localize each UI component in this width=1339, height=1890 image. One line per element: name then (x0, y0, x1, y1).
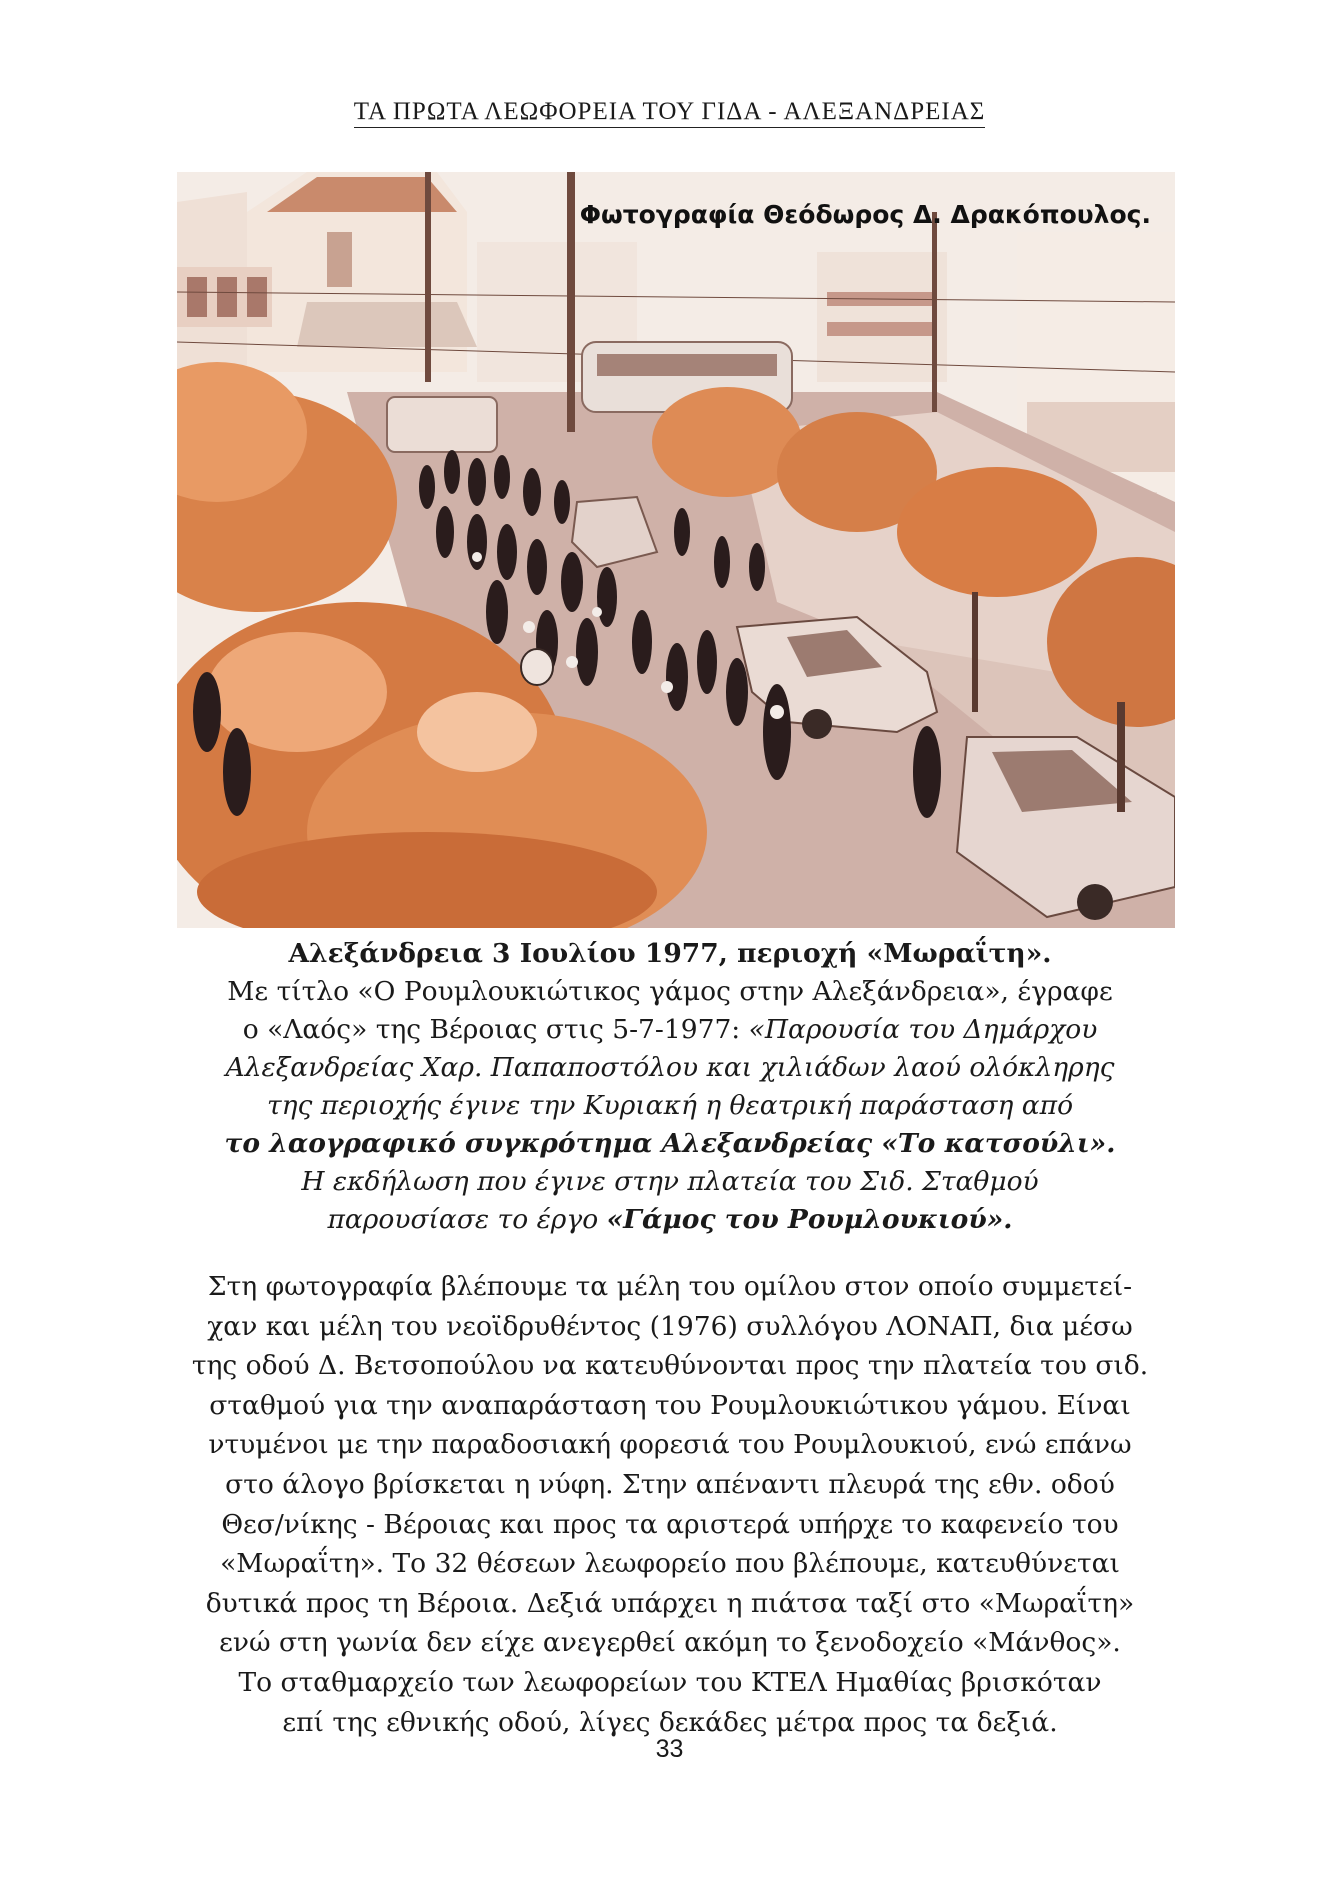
paragraph-line: Στη φωτογραφία βλέπουμε τα μέλη του ομίλου στον οποίο συμμετεί- (207, 1271, 1133, 1302)
photo-credit: Φωτογραφία Θεόδωρος Δ. Δρακόπουλος. (579, 200, 1151, 229)
paragraph-line: ντυμένοι με την παραδοσιακή φορεσιά του Ρουμλουκιού, ενώ επάνω (208, 1429, 1132, 1461)
photo-caption (140, 935, 1200, 1239)
caption-quote-line: Αλεξανδρείας Χαρ. Παπαποστόλου και χιλιάδων λαού ολόκληρης (225, 1052, 1115, 1083)
historic-photograph (177, 172, 1175, 928)
street-parade-scene (177, 172, 1175, 928)
paragraph-line: επί της εθνικής οδού, λίγες δεκάδες μέτρα προς τα δεξιά. (282, 1706, 1058, 1738)
caption-quote-fragment: «Παρουσία του Δημάρχου (748, 1014, 1098, 1045)
caption-title: Αλεξάνδρεια 3 Ιουλίου 1977, περιοχή «Μωραΐτη». (288, 938, 1052, 969)
paragraph-line: ενώ στη γωνία δεν είχε ανεγερθεί ακόμη το ξενοδοχείο «Μάνθος». (219, 1627, 1121, 1659)
paragraph-line: «Μωραΐτη». Το 32 θέσεων λεωφορείο που βλέπουμε, κατευθύνεται (220, 1548, 1120, 1580)
caption-fragment: ο «Λαός» της Βέροιας στις 5-7-1977: (242, 1014, 749, 1045)
caption-bold-fragment: «Γάμος του Ρουμλουκιού». (606, 1204, 1013, 1235)
caption-fragment: παρουσίασε το έργο (327, 1204, 607, 1235)
page-number: 33 (655, 1735, 684, 1763)
paragraph-line: δυτικά προς τη Βέροια. Δεξιά υπάρχει η πιάτσα ταξί στο «Μωραΐτη» (205, 1587, 1135, 1619)
caption-quote-bold-line: το λαογραφικό συγκρότημα Αλεξανδρείας «Το κατσούλι». (224, 1128, 1116, 1159)
header-title: ΤΑ ΠΡΩΤΑ ΛΕΩΦΟΡΕΙΑ ΤΟΥ ΓΙΔΑ - ΑΛΕΞΑΝΔΡΕΙΑΣ (354, 98, 986, 128)
caption-quote-line: της περιοχής έγινε την Κυριακή η θεατρική παράσταση από (266, 1090, 1074, 1121)
caption-line: Με τίτλο «Ο Ρουμλουκιώτικος γάμος στην Αλεξάνδρεια», έγραφε (227, 976, 1113, 1007)
paragraph-line: Το σταθμαρχείο των λεωφορείων του ΚΤΕΛ Ημαθίας βρισκόταν (238, 1666, 1102, 1698)
paragraph-line: στο άλογο βρίσκεται η νύφη. Στην απέναντι πλευρά της εθν. οδού (225, 1468, 1115, 1500)
caption-line (140, 1011, 1200, 1049)
paragraph-line: σταθμού για την αναπαράσταση του Ρουμλουκιώτικου γάμου. Είναι (209, 1389, 1131, 1421)
paragraph-line: της οδού Δ. Βετσοπούλου να κατευθύνονται προς την πλατεία του σιδ. (191, 1350, 1149, 1382)
running-header (0, 98, 1339, 126)
paragraph-line: Θεσ/νίκης - Βέροιας και προς τα αριστερά υπήρχε το καφενείο του (221, 1508, 1119, 1540)
paragraph-line: χαν και μέλη του νεοϊδρυθέντος (1976) συλλόγου ΛΟΝΑΠ, δια μέσω (207, 1310, 1133, 1342)
caption-quote-line (140, 1201, 1200, 1239)
caption-quote-line: Η εκδήλωση που έγινε στην πλατεία του Σιδ. Σταθμού (301, 1166, 1039, 1197)
body-paragraph (150, 1267, 1190, 1742)
